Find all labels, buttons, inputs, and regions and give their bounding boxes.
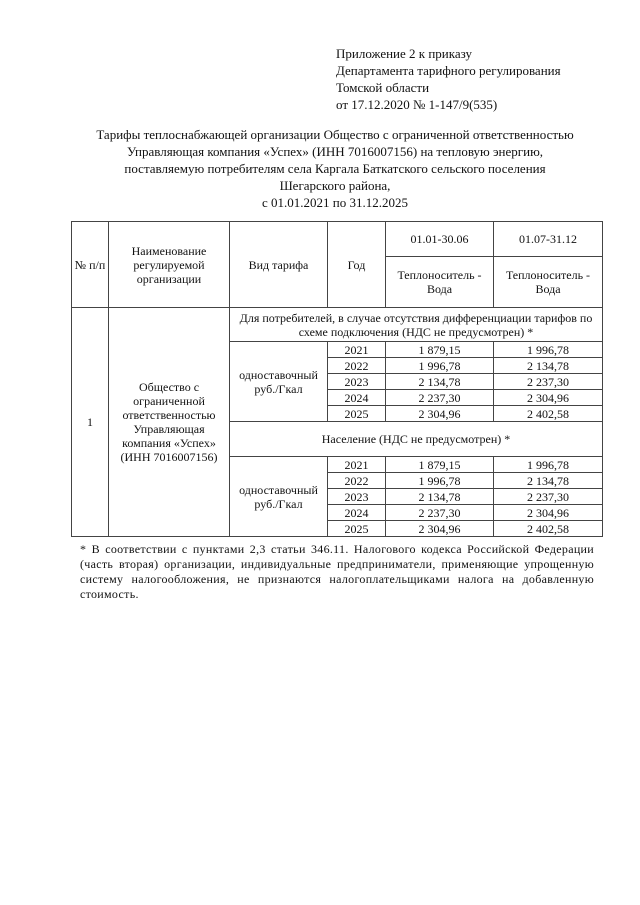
value-cell: 2 402,58 <box>494 521 603 537</box>
appendix-line: Томской области <box>336 80 430 95</box>
value-cell: 1 879,15 <box>386 457 494 473</box>
section-title: Население (НДС не предусмотрен) * <box>230 422 603 457</box>
header-period-2: 01.07-31.12 <box>494 222 603 257</box>
value-cell: 2 304,96 <box>494 505 603 521</box>
value-cell: 2 237,30 <box>494 374 603 390</box>
year-cell: 2025 <box>328 521 386 537</box>
row-number: 1 <box>72 308 109 537</box>
title-line: Тарифы теплоснабжающей организации Общество с ограниченной ответственностью <box>96 127 574 142</box>
header-year: Год <box>328 222 386 308</box>
section-title: Для потребителей, в случае отсутствия дифференциации тарифов по схеме подключения (НДС не предусмотрен) * <box>230 308 603 342</box>
appendix-header <box>336 45 561 113</box>
value-cell: 2 402,58 <box>494 406 603 422</box>
year-cell: 2022 <box>328 358 386 374</box>
tariff-table <box>71 221 603 537</box>
header-carrier-1: Теплоноситель - Вода <box>386 257 494 308</box>
header-carrier-2: Теплоноситель - Вода <box>494 257 603 308</box>
value-cell: 2 304,96 <box>386 406 494 422</box>
year-cell: 2023 <box>328 374 386 390</box>
year-cell: 2024 <box>328 505 386 521</box>
year-cell: 2022 <box>328 473 386 489</box>
header-row <box>72 222 603 257</box>
value-cell: 2 237,30 <box>494 489 603 505</box>
header-num: № п/п <box>72 222 109 308</box>
organization-name: Общество с ограниченной ответственностью Управляющая компания «Успех» (ИНН 7016007156) <box>109 308 230 537</box>
footnote: * В соответствии с пунктами 2,3 статьи 346.11. Налогового кодекса Российской Федерации (часть вторая) организации, индивидуальные предприниматели, применяющие упрощенную систему налогообложения, не признаются налогоплательщиками налога на добавленную стоимость. <box>80 542 594 601</box>
tariff-type-cell: одноставочный руб./Гкал <box>230 342 328 422</box>
title-line: Шегарского района, <box>279 178 391 193</box>
value-cell: 1 996,78 <box>494 342 603 358</box>
year-cell: 2023 <box>328 489 386 505</box>
year-cell: 2021 <box>328 342 386 358</box>
header-period-1: 01.01-30.06 <box>386 222 494 257</box>
value-cell: 2 134,78 <box>494 473 603 489</box>
header-org: Наименование регулируемой организации <box>109 222 230 308</box>
value-cell: 1 996,78 <box>494 457 603 473</box>
value-cell: 2 304,96 <box>386 521 494 537</box>
value-cell: 2 134,78 <box>386 489 494 505</box>
appendix-line: Департамента тарифного регулирования <box>336 63 561 78</box>
value-cell: 2 134,78 <box>494 358 603 374</box>
value-cell: 1 879,15 <box>386 342 494 358</box>
year-cell: 2021 <box>328 457 386 473</box>
tariff-type-cell: одноставочный руб./Гкал <box>230 457 328 537</box>
year-cell: 2024 <box>328 390 386 406</box>
value-cell: 1 996,78 <box>386 358 494 374</box>
value-cell: 1 996,78 <box>386 473 494 489</box>
value-cell: 2 304,96 <box>494 390 603 406</box>
value-cell: 2 134,78 <box>386 374 494 390</box>
title-line: с 01.01.2021 по 31.12.2025 <box>262 195 408 210</box>
appendix-line: Приложение 2 к приказу <box>336 46 473 61</box>
appendix-line: от 17.12.2020 № 1-147/9(535) <box>336 97 498 112</box>
year-cell: 2025 <box>328 406 386 422</box>
header-tariff-type: Вид тарифа <box>230 222 328 308</box>
value-cell: 2 237,30 <box>386 505 494 521</box>
title-line: Управляющая компания «Успех» (ИНН 7016007156) на тепловую энергию, <box>126 144 544 159</box>
section-row <box>72 308 603 342</box>
value-cell: 2 237,30 <box>386 390 494 406</box>
document-title <box>20 126 640 211</box>
title-line: поставляемую потребителям села Каргала Баткатского сельского поселения <box>124 161 546 176</box>
